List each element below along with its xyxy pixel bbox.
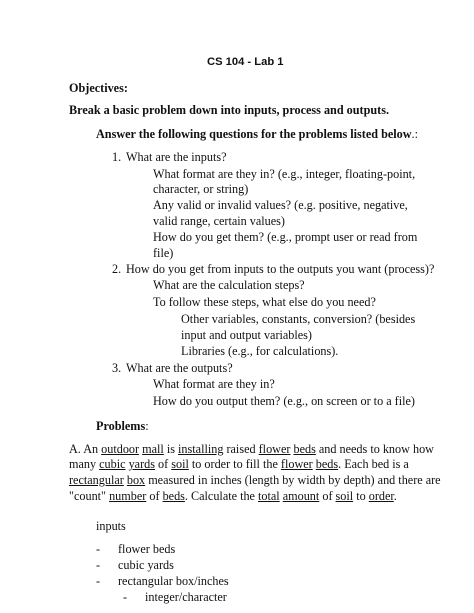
keyword: rectangular xyxy=(69,473,124,487)
problem-text: many xyxy=(69,457,100,471)
problems-heading xyxy=(96,419,149,433)
bullet-dash: - xyxy=(96,574,101,588)
question-1-detail: How do you get them? (e.g., prompt user or read from xyxy=(153,230,418,244)
keyword: flower xyxy=(280,457,313,471)
problem-text: of xyxy=(319,489,336,503)
problems-heading-text: Problems xyxy=(96,419,146,433)
list-subitem xyxy=(123,590,227,604)
problem-text: "count" xyxy=(69,489,110,503)
keyword: installing xyxy=(178,442,224,456)
bullet-dash: - xyxy=(96,542,101,556)
questions-intro-text: Answer the following questions for the problems listed below xyxy=(96,127,412,141)
question-2-subdetail: input and output variables) xyxy=(181,328,312,342)
problem-text: measured in inches (length by width by depth) and there are xyxy=(145,473,441,487)
keyword: soil xyxy=(335,489,354,503)
keyword: beds xyxy=(315,457,339,471)
question-3 xyxy=(112,361,233,375)
list-subitem-text: integer/character xyxy=(145,590,227,604)
problem-text: of xyxy=(154,457,172,471)
question-number: 3. xyxy=(112,361,122,375)
list-item xyxy=(96,542,175,556)
keyword: number xyxy=(109,489,147,503)
objectives-heading: Objectives: xyxy=(69,81,128,95)
question-2-subdetail: Other variables, constants, conversion? (besides xyxy=(181,312,416,326)
problem-text: A. An xyxy=(69,442,102,456)
problem-a-line-2 xyxy=(69,457,409,471)
questions-intro xyxy=(96,127,418,141)
list-item xyxy=(96,558,174,572)
problem-text: to xyxy=(353,489,369,503)
question-3-detail: How do you output them? (e.g., on screen or to a file) xyxy=(153,394,415,408)
list-item-text: rectangular box/inches xyxy=(118,574,229,588)
question-1-detail: file) xyxy=(153,246,174,260)
problem-text: raised xyxy=(223,442,259,456)
bullet-dash: - xyxy=(123,590,128,604)
keyword: total xyxy=(258,489,280,503)
question-3-detail: What format are they in? xyxy=(153,377,275,391)
list-item xyxy=(96,574,229,588)
problem-a-line-4 xyxy=(69,489,397,503)
objectives-summary: Break a basic problem down into inputs, process and outputs. xyxy=(69,103,389,117)
keyword: yards xyxy=(128,457,155,471)
questions-intro-suffix: .: xyxy=(411,127,418,141)
question-1 xyxy=(112,150,227,164)
problem-a-line-3 xyxy=(69,473,441,487)
question-number: 1. xyxy=(112,150,122,164)
problems-heading-suffix: : xyxy=(145,419,149,433)
problem-text: of xyxy=(146,489,163,503)
question-2-detail: What are the calculation steps? xyxy=(153,278,305,292)
inputs-label: inputs xyxy=(96,519,126,533)
keyword: cubic xyxy=(99,457,126,471)
question-1-detail: valid range, certain values) xyxy=(153,214,285,228)
keyword: order xyxy=(368,489,394,503)
question-text: What are the outputs? xyxy=(126,361,233,375)
list-item-text: cubic yards xyxy=(118,558,174,572)
document-title: CS 104 - Lab 1 xyxy=(207,56,284,68)
problem-text: and needs to know how xyxy=(315,442,434,456)
keyword: mall xyxy=(142,442,164,456)
keyword: beds xyxy=(162,489,185,503)
question-text: How do you get from inputs to the outputs you want (process)? xyxy=(126,262,435,276)
keyword: box xyxy=(126,473,146,487)
question-1-detail: character, or string) xyxy=(153,182,249,196)
problem-text: . xyxy=(393,489,397,503)
bullet-dash: - xyxy=(96,558,101,572)
question-2-subdetail: Libraries (e.g., for calculations). xyxy=(181,344,339,358)
keyword: flower xyxy=(258,442,291,456)
keyword: soil xyxy=(171,457,189,471)
problem-text: . Calculate the xyxy=(184,489,259,503)
question-1-detail: What format are they in? (e.g., integer, floating-point, xyxy=(153,167,416,181)
question-text: What are the inputs? xyxy=(126,150,227,164)
problem-a-line-1 xyxy=(69,442,434,456)
question-1-detail: Any valid or invalid values? (e.g. positive, negative, xyxy=(153,198,408,212)
problem-text: to order to fill the xyxy=(188,457,281,471)
question-number: 2. xyxy=(112,262,122,276)
keyword: beds xyxy=(293,442,316,456)
keyword: amount xyxy=(282,489,320,503)
list-item-text: flower beds xyxy=(118,542,176,556)
problem-text: . Each bed is a xyxy=(338,457,409,471)
question-2-detail: To follow these steps, what else do you need? xyxy=(153,295,376,309)
problem-text: is xyxy=(163,442,179,456)
keyword: outdoor xyxy=(101,442,140,456)
question-2 xyxy=(112,262,434,276)
